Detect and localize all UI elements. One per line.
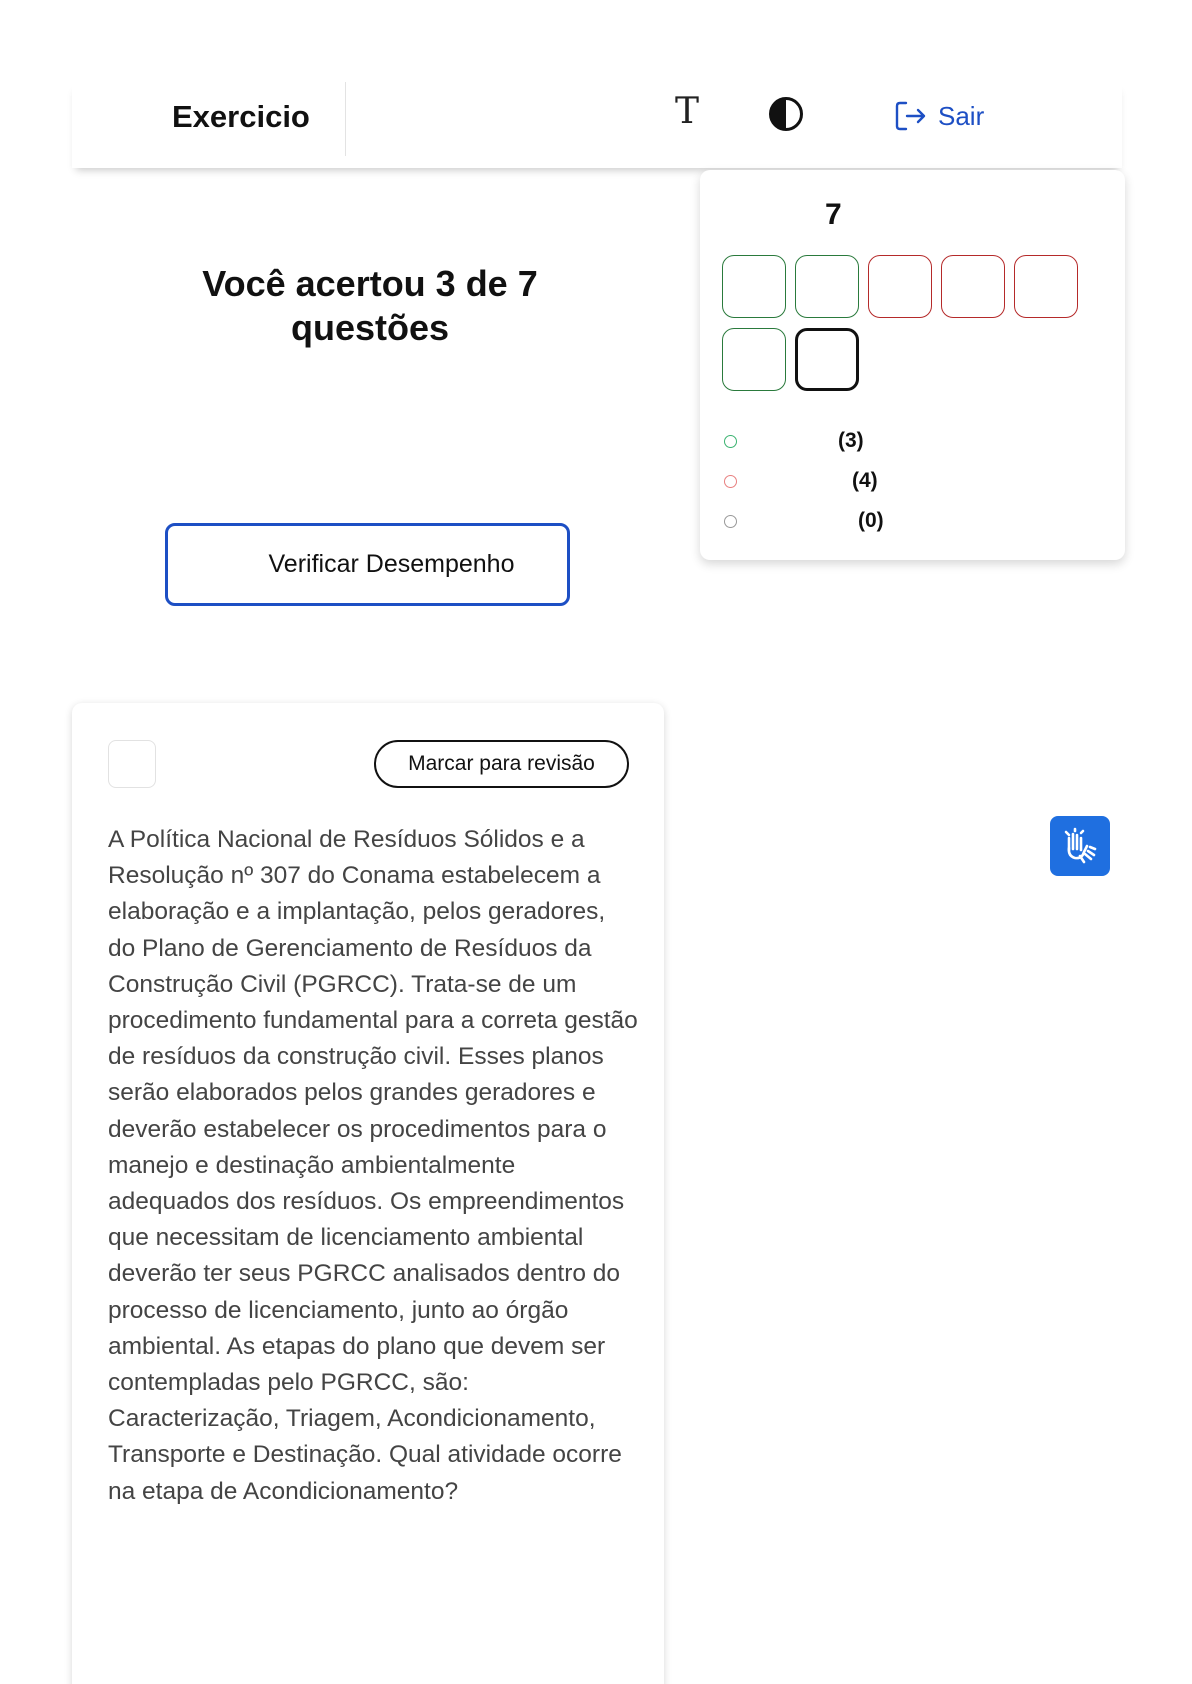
question-box-5[interactable]: [1014, 255, 1078, 318]
page-title: Exercicio: [172, 99, 310, 134]
question-box-4[interactable]: [941, 255, 1005, 318]
sign-language-button[interactable]: [1050, 816, 1110, 876]
question-box-7[interactable]: [795, 328, 859, 391]
legend-correct: [724, 429, 864, 453]
legend-count-unanswered: (0): [858, 509, 884, 532]
question-checkbox[interactable]: [108, 740, 156, 788]
question-box-6[interactable]: [722, 328, 786, 391]
contrast-icon[interactable]: [768, 96, 804, 132]
question-navigator: [700, 170, 1125, 560]
legend-count-wrong: (4): [852, 469, 878, 492]
question-text: A Política Nacional de Resíduos Sólidos e a Resolução nº 307 do Conama estabelecem a elaboração e a implantação, pelos geradores, do Plano de Gerenciamento de Resíduos da Construção Civil (PGRCC). Trata-se de um procedimento fundamental para a correta gestão de resíduos da construção civil. Esses planos serão elaborados pelos grandes geradores e deverão estabelecer os procedimentos para o manejo e destinação ambientalmente adequados dos resíduos. Os empreendimentos que necessitam de licenciamento ambiental deverão ter seus PGRCC analisados dentro do processo de licenciamento, junto ao órgão ambiental. As etapas do plano que devem ser contempladas pelo PGRCC, são: Caracterização, Triagem, Acondicionamento, Transporte e Destinação. Qual atividade ocorre na etapa de Acondicionamento?: [108, 826, 638, 1505]
exit-label: Sair: [938, 100, 985, 131]
legend-dot-wrong: [724, 475, 737, 488]
legend-dot-correct: [724, 435, 737, 448]
top-bar: [72, 82, 1122, 168]
sign-language-icon: [1060, 826, 1100, 866]
font-size-icon[interactable]: T: [674, 91, 699, 132]
logout-icon: [894, 100, 928, 132]
question-box-1[interactable]: [722, 255, 786, 318]
exit-button[interactable]: [894, 100, 984, 132]
question-box-3[interactable]: [868, 255, 932, 318]
legend-count-correct: (3): [838, 429, 864, 452]
verify-performance-label: Verificar Desempenho: [268, 550, 515, 578]
verify-performance-button[interactable]: [165, 523, 570, 606]
mark-for-review-label: Marcar para revisão: [408, 752, 595, 775]
legend-wrong: [724, 469, 878, 493]
legend-unanswered: [724, 509, 884, 533]
question-box-2[interactable]: [795, 255, 859, 318]
result-title: Você acertou 3 de 7 questões: [202, 263, 538, 348]
legend-dot-unanswered: [724, 515, 737, 528]
mark-for-review-button[interactable]: [374, 740, 629, 788]
question-card: [72, 703, 664, 1684]
question-total: 7: [825, 198, 842, 231]
header-divider: [345, 82, 346, 156]
